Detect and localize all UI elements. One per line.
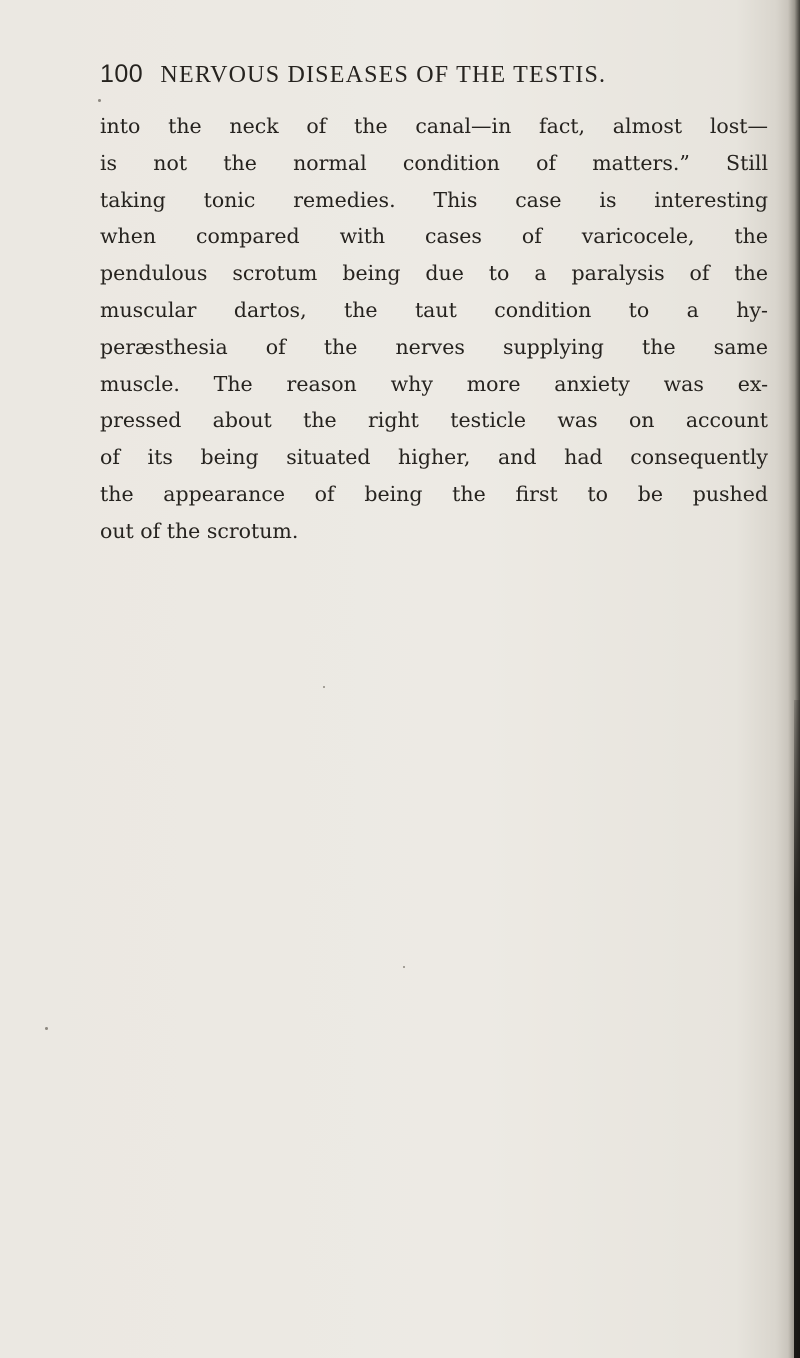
- text-line: peræsthesia of the nerves supplying the same: [100, 334, 768, 359]
- paper-speck: [323, 686, 325, 688]
- text-line: muscle. The reason why more anxiety was ex-: [100, 371, 768, 396]
- text-line: of its being situated higher, and had consequently: [100, 445, 768, 470]
- page-number: 100: [100, 60, 144, 88]
- text-line: is not the normal condition of matters.” Still: [100, 150, 768, 175]
- text-line: muscular dartos, the taut condition to a hy-: [100, 297, 768, 322]
- text-line: the appearance of being the first to be pushed: [100, 481, 768, 506]
- body-paragraph: [100, 108, 768, 550]
- text-line: out of the scrotum.: [100, 518, 299, 543]
- text-line: when compared with cases of varicocele, the: [100, 224, 768, 249]
- text-line: taking tonic remedies. This case is interesting: [100, 187, 768, 212]
- paper-speck: [98, 99, 101, 102]
- running-title: NERVOUS DISEASES OF THE TESTIS.: [160, 62, 607, 88]
- paper-speck: [45, 1027, 48, 1030]
- text-line: pressed about the right testicle was on account: [100, 408, 768, 433]
- text-line: into the neck of the canal—in fact, almost lost—: [100, 114, 768, 138]
- paper-speck: [403, 966, 405, 968]
- page-binding-edge: [794, 700, 800, 1358]
- running-head: [100, 60, 740, 100]
- text-line: pendulous scrotum being due to a paralysis of the: [100, 261, 768, 286]
